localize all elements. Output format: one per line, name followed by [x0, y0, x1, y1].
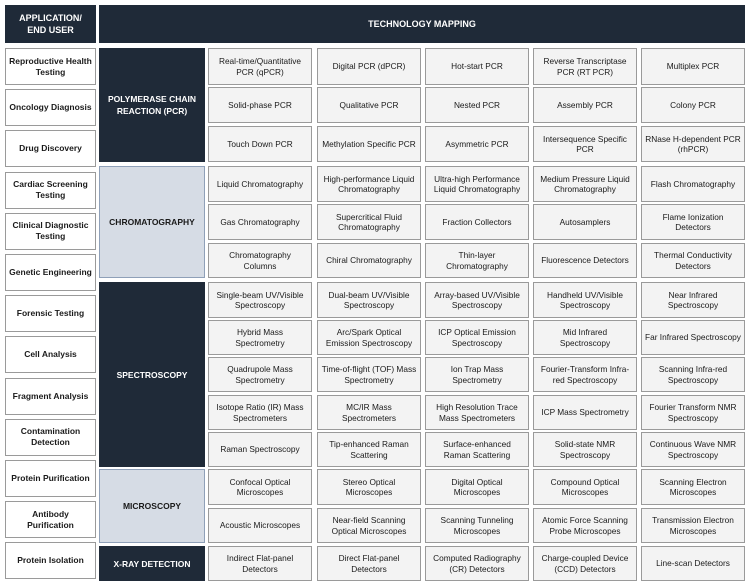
technology-cell: Scanning Infra-red Spectroscopy [641, 357, 745, 392]
technology-cell: Solid-phase PCR [208, 87, 312, 123]
technology-cell: ICP Optical Emission Spectroscopy [425, 320, 529, 355]
technology-cell: Isotope Ratio (IR) Mass Spectrometers [208, 395, 312, 430]
category-x-ray-detection: X-RAY DETECTION [99, 546, 205, 581]
technology-cell: Continuous Wave NMR Spectroscopy [641, 432, 745, 467]
category-spectroscopy: SPECTROSCOPY [99, 282, 205, 467]
technology-cell: Raman Spectroscopy [208, 432, 312, 467]
technology-cell: Digital Optical Microscopes [425, 469, 529, 505]
technology-cell: Liquid Chromatography [208, 166, 312, 202]
technology-cell: MC/IR Mass Spectrometers [317, 395, 421, 430]
technology-cell: Arc/Spark Optical Emission Spectroscopy [317, 320, 421, 355]
technology-cell: Far Infrared Spectroscopy [641, 320, 745, 355]
technology-cell: High-performance Liquid Chromatography [317, 166, 421, 202]
application-item: Forensic Testing [5, 295, 96, 332]
technology-cell: Hot-start PCR [425, 48, 529, 85]
technology-cell: Assembly PCR [533, 87, 637, 123]
technology-cell: Confocal Optical Microscopes [208, 469, 312, 505]
technology-cell: Transmission Electron Microscopes [641, 508, 745, 543]
technology-cell: Mid Infrared Spectroscopy [533, 320, 637, 355]
technology-cell: Touch Down PCR [208, 126, 312, 162]
application-item: Fragment Analysis [5, 378, 96, 415]
technology-cell: Line-scan Detectors [641, 546, 745, 581]
category-pcr: POLYMERASE CHAIN REACTION (PCR) [99, 48, 205, 162]
technology-cell: Autosamplers [533, 204, 637, 240]
technology-cell: High Resolution Trace Mass Spectrometers [425, 395, 529, 430]
technology-cell: Reverse Transcriptase PCR (RT PCR) [533, 48, 637, 85]
application-item: Clinical Diagnostic Testing [5, 213, 96, 250]
technology-cell: Methylation Specific PCR [317, 126, 421, 162]
technology-cell: Digital PCR (dPCR) [317, 48, 421, 85]
technology-cell: Intersequence Specific PCR [533, 126, 637, 162]
technology-cell: Compound Optical Microscopes [533, 469, 637, 505]
technology-cell: Single-beam UV/Visible Spectroscopy [208, 282, 312, 318]
technology-cell: ICP Mass Spectrometry [533, 395, 637, 430]
application-item: Genetic Engineering [5, 254, 96, 291]
technology-cell: Flash Chromatography [641, 166, 745, 202]
technology-cell: Supercritical Fluid Chromatography [317, 204, 421, 240]
technology-cell: Array-based UV/Visible Spectroscopy [425, 282, 529, 318]
technology-cell: Quadrupole Mass Spectrometry [208, 357, 312, 392]
technology-cell: Atomic Force Scanning Probe Microscopes [533, 508, 637, 543]
technology-cell: Surface-enhanced Raman Scattering [425, 432, 529, 467]
technology-cell: Thermal Conductivity Detectors [641, 243, 745, 278]
technology-cell: Chromatography Columns [208, 243, 312, 278]
technology-cell: RNase H-dependent PCR (rhPCR) [641, 126, 745, 162]
technology-cell: Ion Trap Mass Spectrometry [425, 357, 529, 392]
application-item: Drug Discovery [5, 130, 96, 167]
application-item: Cell Analysis [5, 336, 96, 373]
application-item: Reproductive Health Testing [5, 48, 96, 85]
technology-cell: Fraction Collectors [425, 204, 529, 240]
technology-cell: Indirect Flat-panel Detectors [208, 546, 312, 581]
technology-cell: Scanning Tunneling Microscopes [425, 508, 529, 543]
application-item: Protein Purification [5, 460, 96, 497]
technology-cell: Nested PCR [425, 87, 529, 123]
technology-cell: Time-of-flight (TOF) Mass Spectrometry [317, 357, 421, 392]
technology-mapping-header: TECHNOLOGY MAPPING [99, 5, 745, 43]
technology-cell: Ultra-high Performance Liquid Chromatography [425, 166, 529, 202]
technology-cell: Thin-layer Chromatography [425, 243, 529, 278]
category-chromatography: CHROMATOGRAPHY [99, 166, 205, 278]
technology-cell: Gas Chromatography [208, 204, 312, 240]
technology-cell: Asymmetric PCR [425, 126, 529, 162]
application-item: Cardiac Screening Testing [5, 172, 96, 209]
technology-cell: Scanning Electron Microscopes [641, 469, 745, 505]
technology-cell: Dual-beam UV/Visible Spectroscopy [317, 282, 421, 318]
technology-cell: Near-field Scanning Optical Microscopes [317, 508, 421, 543]
technology-cell: Colony PCR [641, 87, 745, 123]
application-item: Protein Isolation [5, 542, 96, 579]
technology-cell: Flame Ionization Detectors [641, 204, 745, 240]
technology-cell: Solid-state NMR Spectroscopy [533, 432, 637, 467]
technology-cell: Real-time/Quantitative PCR (qPCR) [208, 48, 312, 85]
technology-cell: Qualitative PCR [317, 87, 421, 123]
technology-cell: Fourier-Transform Infra-red Spectroscopy [533, 357, 637, 392]
technology-cell: Chiral Chromatography [317, 243, 421, 278]
technology-cell: Fluorescence Detectors [533, 243, 637, 278]
application-item: Oncology Diagnosis [5, 89, 96, 126]
technology-cell: Fourier Transform NMR Spectroscopy [641, 395, 745, 430]
category-microscopy: MICROSCOPY [99, 469, 205, 543]
technology-cell: Near Infrared Spectroscopy [641, 282, 745, 318]
application-item: Contamination Detection [5, 419, 96, 456]
technology-cell: Medium Pressure Liquid Chromatography [533, 166, 637, 202]
technology-cell: Hybrid Mass Spectrometry [208, 320, 312, 355]
technology-cell: Handheld UV/Visible Spectroscopy [533, 282, 637, 318]
technology-cell: Acoustic Microscopes [208, 508, 312, 543]
application-item: Antibody Purification [5, 501, 96, 538]
technology-cell: Multiplex PCR [641, 48, 745, 85]
application-header: APPLICATION/ END USER [5, 5, 96, 43]
technology-cell: Stereo Optical Microscopes [317, 469, 421, 505]
technology-cell: Direct Flat-panel Detectors [317, 546, 421, 581]
technology-cell: Computed Radiography (CR) Detectors [425, 546, 529, 581]
technology-cell: Charge-coupled Device (CCD) Detectors [533, 546, 637, 581]
technology-cell: Tip-enhanced Raman Scattering [317, 432, 421, 467]
